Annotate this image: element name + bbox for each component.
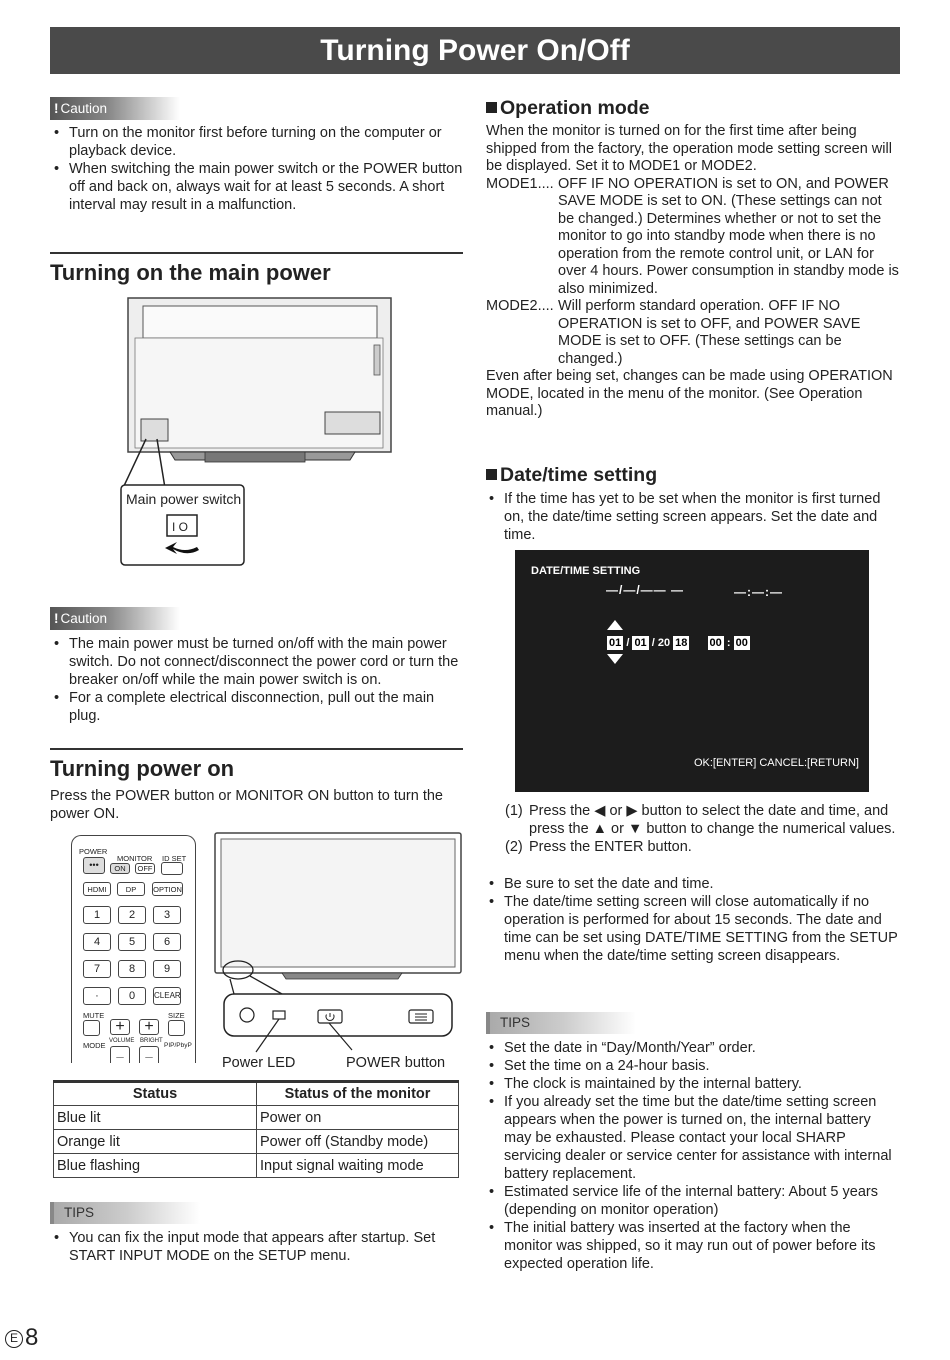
remote-power-key: ••• [83, 857, 105, 874]
step-item [505, 838, 900, 856]
remote-volume-up: + [110, 1019, 130, 1035]
page-footer [5, 1325, 38, 1351]
list-item: • For a complete electrical disconnection, pull out the main plug. [51, 689, 463, 725]
power-led-label: Power LED [222, 1055, 296, 1071]
mode1-row [486, 176, 900, 299]
operation-mode-heading [486, 97, 650, 119]
remote-on-key: ON [110, 863, 130, 874]
step-text: Press the ENTER button. [529, 839, 692, 855]
language-mark: E [5, 1330, 23, 1348]
remote-control-illustration [71, 835, 196, 1063]
datetime-list [486, 490, 900, 544]
list-item: • Set the time on a 24-hour basis. [486, 1057, 900, 1075]
remote-size-key [168, 1020, 185, 1036]
remote-mute-label: MUTE [83, 1011, 105, 1020]
remote-key: 5 [118, 933, 146, 951]
remote-volume-down: — [110, 1046, 130, 1063]
osd-footer: OK:[ENTER] CANCEL:[RETURN] [693, 757, 859, 769]
remote-key: 0 [118, 987, 146, 1005]
power-button-label: POWER button [346, 1055, 446, 1071]
osd-sep: / 20 [651, 637, 671, 649]
osd-date-placeholder: —/—/—— — [606, 583, 685, 597]
datetime-steps [505, 802, 900, 856]
remote-off-key: OFF [135, 863, 155, 874]
main-power-heading: Turning on the main power [50, 252, 463, 286]
list-item: • The date/time setting screen will close automatically if no operation is performed for about 15 seconds. The date and time can be set using DATE/TIME SETTING from the SETUP menu when the date/time setting screen disappears. [486, 893, 900, 965]
table-row [54, 1154, 459, 1178]
remote-volume-label: VOLUME [109, 1038, 135, 1044]
remote-size-label: SIZE [168, 1011, 185, 1020]
remote-pip-label: PIP/PbyP [164, 1042, 192, 1049]
caution-text: Caution [60, 611, 108, 626]
page-title: Turning Power On/Off [50, 27, 900, 74]
remote-idset-label: ID SET [162, 854, 187, 863]
list-item: • The main power must be turned on/off with the main power switch. Do not connect/disconnect the power cord or turn the breaker on/off while the main power switch is on. [51, 635, 463, 689]
osd-month-field[interactable]: 01 [634, 637, 647, 649]
square-bullet-icon [486, 102, 497, 113]
list-item: • When switching the main power switch or the POWER button off and back on, always wait for at least 5 seconds. A short interval may result in a malfunction. [51, 160, 463, 214]
caution-list-1 [51, 124, 463, 214]
remote-bright-label: BRIGHT [140, 1038, 163, 1044]
osd-day-field[interactable]: 01 [609, 637, 622, 649]
remote-key: 1 [83, 906, 111, 924]
page-number: 8 [25, 1324, 39, 1351]
osd-hour-field[interactable]: 00 [709, 637, 722, 649]
mode2-text: Will perform standard operation. OFF IF NO OPERATION is set to OFF, and POWER SAVE MODE is set to OFF. (These settings can be changed.) [558, 298, 861, 367]
datetime-heading-text: Date/time setting [500, 464, 658, 486]
power-on-heading: Turning power on [50, 748, 463, 782]
table-row [54, 1106, 459, 1130]
osd-up-arrow-icon [607, 620, 623, 630]
list-item: • Turn on the monitor first before turning on the computer or playback device. [51, 124, 463, 160]
mode2-label: MODE2.... [486, 298, 554, 314]
table-header-cell: Status [54, 1082, 257, 1106]
caution-list-2 [51, 635, 463, 725]
table-cell: Blue flashing [54, 1154, 257, 1178]
remote-key: 2 [118, 906, 146, 924]
led-status-table [53, 1080, 459, 1178]
list-item: • You can fix the input mode that appears after startup. Set START INPUT MODE on the SETUP menu. [51, 1229, 463, 1265]
remote-key: 9 [153, 960, 181, 978]
list-item: • If you already set the time but the date/time setting screen appears when the power is turned on, the internal battery may be exhausted. Please contact your local SHARP servicing dealer or service center for assistance with internal battery replacement. [486, 1093, 900, 1183]
table-cell: Input signal waiting mode [257, 1154, 459, 1178]
remote-mode-label: MODE [83, 1041, 106, 1050]
power-on-text: Press the POWER button or MONITOR ON button to turn the power ON. [50, 788, 443, 822]
list-item: • The initial battery was inserted at the factory when the monitor was shipped, so it may run out of power before its expected operation life. [486, 1219, 900, 1273]
remote-key: 6 [153, 933, 181, 951]
table-cell: Orange lit [54, 1130, 257, 1154]
remote-mute-key [83, 1020, 100, 1036]
list-item: • The clock is maintained by the internal battery. [486, 1075, 900, 1093]
tips-list-2 [486, 1039, 900, 1273]
square-bullet-icon [486, 469, 497, 480]
remote-monitor-label: MONITOR [117, 854, 153, 863]
remote-key: 7 [83, 960, 111, 978]
osd-title: DATE/TIME SETTING [531, 565, 641, 577]
remote-dp-key: DP [117, 882, 145, 896]
remote-hdmi-key: HDMI [83, 882, 111, 896]
exclamation-icon: ! [54, 611, 59, 626]
monitor-rear-illustration [115, 295, 400, 570]
datetime-notes-list [486, 875, 900, 965]
operation-mode-intro: When the monitor is turned on for the first time after being shipped from the factory, the operation mode setting screen will be displayed. Set it to MODE1 or MODE2. [486, 123, 892, 174]
table-row [54, 1130, 459, 1154]
step-item [505, 802, 900, 838]
main-power-switch-label: Main power switch [126, 491, 242, 507]
datetime-heading [486, 464, 657, 486]
datetime-osd-screen [515, 550, 869, 792]
remote-option-key: OPTION [152, 882, 183, 896]
tips-list-1 [51, 1229, 463, 1265]
mode1-label: MODE1.... [486, 175, 554, 192]
caution-label [50, 97, 180, 120]
caution-text: Caution [60, 101, 108, 116]
operation-mode-outro: Even after being set, changes can be made using OPERATION MODE, located in the menu of the monitor. (See Operation manual.) [486, 368, 893, 419]
mode1-text: OFF IF NO OPERATION is set to ON, and POWER SAVE MODE is set to ON. (These settings can not be changed.) Determines whether or not to set the monitor to go into standby mode when there is no operation from the remote control unit, or LAN for over 4 hours. Power consumption in standby mode is also minimized. [558, 175, 899, 297]
osd-down-arrow-icon [607, 654, 623, 664]
caution-label [50, 607, 180, 630]
osd-colon: : [726, 637, 731, 649]
remote-bright-down: — [139, 1046, 159, 1063]
table-header-cell: Status of the monitor [257, 1082, 459, 1106]
monitor-front-illustration [212, 830, 464, 1060]
osd-time-placeholder: —:—:— [734, 585, 783, 599]
remote-key: 4 [83, 933, 111, 951]
osd-sep: / [626, 637, 630, 649]
step-number: (1) [505, 803, 523, 819]
step-number: (2) [505, 839, 523, 855]
list-item: • Be sure to set the date and time. [486, 875, 900, 893]
list-item: • Set the date in “Day/Month/Year” order. [486, 1039, 900, 1057]
table-header-row [54, 1082, 459, 1106]
remote-power-label: POWER [79, 847, 108, 856]
step-text: Press the ◀ or ▶ button to select the date and time, and press the ▲ or ▼ button to change the numerical values. [529, 803, 896, 837]
remote-key: · [83, 987, 111, 1005]
mode2-row [486, 298, 900, 368]
tips-label: TIPS [50, 1202, 200, 1224]
osd-minute-field[interactable]: 00 [735, 637, 748, 649]
remote-bright-up: + [139, 1019, 159, 1035]
table-cell: Power on [257, 1106, 459, 1130]
operation-mode-body [486, 123, 900, 421]
table-cell: Power off (Standby mode) [257, 1130, 459, 1154]
switch-glyph: I O [172, 520, 189, 534]
tips-label: TIPS [486, 1012, 636, 1034]
table-cell: Blue lit [54, 1106, 257, 1130]
list-item: • If the time has yet to be set when the monitor is first turned on, the date/time setting screen appears. Set the date and time. [486, 490, 900, 544]
list-item: • Estimated service life of the internal battery: About 5 years (depending on monitor operation) [486, 1183, 900, 1219]
operation-mode-heading-text: Operation mode [500, 97, 650, 119]
remote-key: 8 [118, 960, 146, 978]
osd-year-field[interactable]: 18 [675, 637, 688, 649]
osd-fields [607, 634, 750, 652]
exclamation-icon: ! [54, 101, 59, 116]
remote-key: 3 [153, 906, 181, 924]
remote-key: CLEAR [153, 987, 181, 1005]
remote-idset-key [161, 862, 183, 875]
